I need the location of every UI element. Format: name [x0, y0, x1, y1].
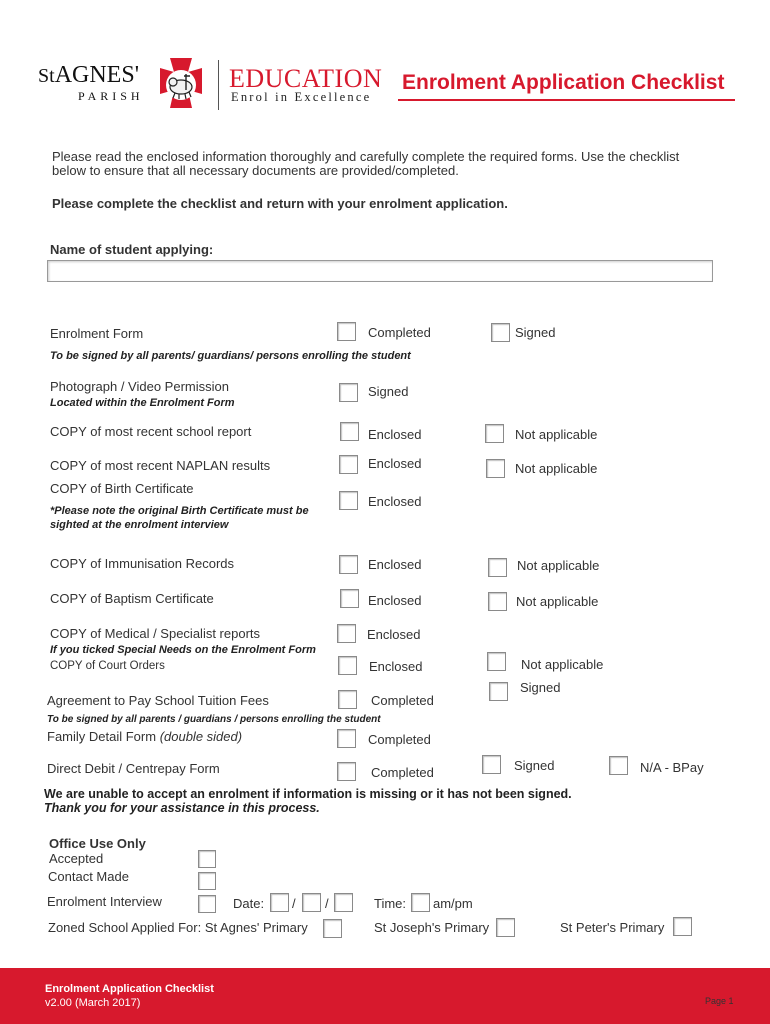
instruction-text: Please complete the checklist and return with your enrolment application.: [52, 196, 508, 211]
baptism-label: COPY of Baptism Certificate: [50, 591, 214, 606]
not-applicable-label: Not applicable: [516, 594, 599, 609]
st-peter-label: St Peter's Primary: [560, 920, 665, 935]
interview-checkbox[interactable]: [198, 895, 216, 913]
enclosed-label: Enclosed: [368, 593, 422, 608]
footer-version: v2.00 (March 2017): [45, 997, 141, 1009]
enrolment-form-note: To be signed by all parents/ guardians/ persons enrolling the student: [50, 350, 411, 362]
debit-na-bpay-checkbox[interactable]: [609, 756, 628, 775]
immunisation-na-checkbox[interactable]: [488, 558, 507, 577]
date-year-field[interactable]: [334, 893, 353, 912]
contact-made-label: Contact Made: [48, 869, 129, 884]
enclosed-label: Enclosed: [368, 456, 422, 471]
naplan-na-checkbox[interactable]: [486, 459, 505, 478]
enclosed-label: Enclosed: [369, 659, 423, 674]
accepted-checkbox[interactable]: [198, 850, 216, 868]
medical-label: COPY of Medical / Specialist reports: [50, 626, 261, 641]
footer-bar: [0, 968, 770, 1024]
title-underline: [398, 99, 735, 101]
family-detail-label: [47, 729, 242, 744]
student-name-input[interactable]: [47, 260, 713, 282]
family-completed-checkbox[interactable]: [337, 729, 356, 748]
school-report-label: COPY of most recent school report: [50, 424, 252, 439]
not-applicable-label: Not applicable: [515, 427, 598, 442]
birth-enclosed-checkbox[interactable]: [339, 491, 358, 510]
family-detail-note: (double sided): [159, 729, 243, 744]
birth-note-line-1: *Please note the original Birth Certificate must be: [50, 505, 309, 517]
st-agnes-checkbox[interactable]: [323, 919, 342, 938]
intro-line-1: Please read the enclosed information thoroughly and carefully complete the required forms. Use the checklist: [52, 149, 680, 164]
photo-permission-label: Photograph / Video Permission: [50, 379, 229, 394]
header-divider: [218, 60, 219, 110]
tuition-signed-checkbox[interactable]: [489, 682, 508, 701]
school-report-enclosed-checkbox[interactable]: [340, 422, 359, 441]
immunisation-enclosed-checkbox[interactable]: [339, 555, 358, 574]
not-applicable-label: Not applicable: [521, 657, 604, 672]
completed-label: Completed: [368, 325, 431, 340]
signed-label: Signed: [514, 758, 555, 773]
naplan-label: COPY of most recent NAPLAN results: [50, 458, 271, 473]
warning-line-2: Thank you for your assistance in this process.: [44, 801, 320, 815]
zoned-school-label: Zoned School Applied For: St Agnes' Primary: [48, 920, 308, 935]
date-slash-2: /: [325, 896, 329, 911]
naplan-enclosed-checkbox[interactable]: [339, 455, 358, 474]
office-use-title: Office Use Only: [49, 836, 146, 851]
enclosed-label: Enclosed: [368, 494, 422, 509]
contact-made-checkbox[interactable]: [198, 872, 216, 890]
baptism-enclosed-checkbox[interactable]: [340, 589, 359, 608]
school-report-na-checkbox[interactable]: [485, 424, 504, 443]
intro-line-2: below to ensure that all necessary documents are provided/completed.: [52, 163, 459, 178]
education-tagline: Enrol in Excellence: [231, 90, 372, 104]
date-month-field[interactable]: [302, 893, 321, 912]
enclosed-label: Enclosed: [367, 627, 421, 642]
lamb-cross-icon: [148, 56, 214, 119]
logo-st-agnes: StAGNES': [38, 62, 140, 88]
enrolment-form-completed-checkbox[interactable]: [337, 322, 356, 341]
st-joseph-label: St Joseph's Primary: [374, 920, 490, 935]
na-bpay-label: N/A - BPay: [640, 760, 704, 775]
medical-note: If you ticked Special Needs on the Enrolment Form: [50, 644, 316, 656]
logo-parish: PARISH: [78, 89, 144, 103]
family-detail-text: Family Detail Form: [47, 729, 160, 744]
ampm-label: am/pm: [433, 896, 473, 911]
court-orders-label: COPY of Court Orders: [50, 660, 165, 672]
enrolment-form-label: Enrolment Form: [50, 326, 144, 341]
student-name-label: Name of student applying:: [50, 242, 214, 257]
time-field[interactable]: [411, 893, 430, 912]
accepted-label: Accepted: [49, 851, 104, 866]
birth-certificate-label: COPY of Birth Certificate: [50, 481, 194, 496]
signed-label: Signed: [520, 680, 561, 695]
footer-page-number: Page 1: [705, 996, 734, 1006]
date-label: Date:: [233, 896, 265, 911]
interview-label: Enrolment Interview: [47, 894, 162, 909]
medical-enclosed-checkbox[interactable]: [337, 624, 356, 643]
tuition-note: To be signed by all parents / guardians / persons enrolling the student: [47, 714, 381, 725]
not-applicable-label: Not applicable: [517, 558, 600, 573]
st-joseph-checkbox[interactable]: [496, 918, 515, 937]
enclosed-label: Enclosed: [368, 557, 422, 572]
tuition-completed-checkbox[interactable]: [338, 690, 357, 709]
date-day-field[interactable]: [270, 893, 289, 912]
baptism-na-checkbox[interactable]: [488, 592, 507, 611]
debit-signed-checkbox[interactable]: [482, 755, 501, 774]
warning-line-1: We are unable to accept an enrolment if information is missing or it has not been signed.: [44, 787, 572, 801]
date-slash-1: /: [292, 896, 296, 911]
time-label: Time:: [374, 896, 407, 911]
signed-label: Signed: [368, 384, 409, 399]
completed-label: Completed: [368, 732, 431, 747]
not-applicable-label: Not applicable: [515, 461, 598, 476]
completed-label: Completed: [371, 693, 434, 708]
birth-note-line-2: sighted at the enrolment interview: [50, 519, 229, 531]
photo-signed-checkbox[interactable]: [339, 383, 358, 402]
education-title: EDUCATION: [229, 64, 383, 93]
debit-completed-checkbox[interactable]: [337, 762, 356, 781]
court-na-checkbox[interactable]: [487, 652, 506, 671]
st-peter-checkbox[interactable]: [673, 917, 692, 936]
completed-label: Completed: [371, 765, 434, 780]
immunisation-label: COPY of Immunisation Records: [50, 556, 234, 571]
footer-title: Enrolment Application Checklist: [45, 983, 214, 995]
photo-permission-note: Located within the Enrolment Form: [50, 397, 235, 409]
document-title: Enrolment Application Checklist: [402, 71, 725, 94]
enrolment-form-signed-checkbox[interactable]: [491, 323, 510, 342]
signed-label: Signed: [515, 325, 556, 340]
direct-debit-label: Direct Debit / Centrepay Form: [47, 761, 220, 776]
enclosed-label: Enclosed: [368, 427, 422, 442]
tuition-label: Agreement to Pay School Tuition Fees: [47, 693, 269, 708]
court-enclosed-checkbox[interactable]: [338, 656, 357, 675]
